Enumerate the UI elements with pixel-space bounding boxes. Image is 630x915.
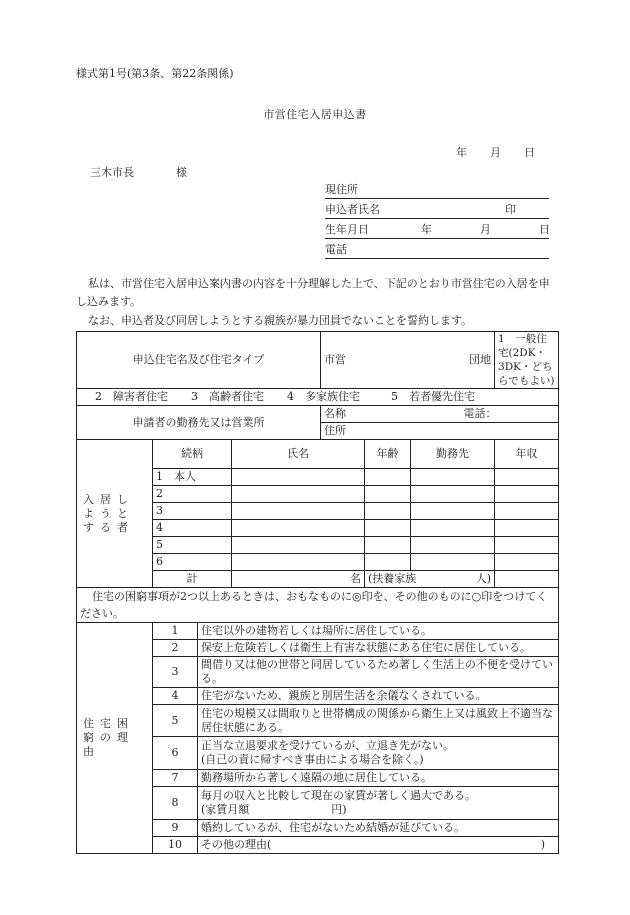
- city-label: 市営: [324, 353, 347, 366]
- oath-paragraph: なお、申込者及び同居しようとする親族が暴力団員でないことを誓約します。: [88, 314, 473, 327]
- recipient: [90, 164, 187, 180]
- occupant-income[interactable]: [495, 554, 559, 571]
- reason-text: 保安上危険若しくは衛生上有害な状態にある住宅に居住している。: [198, 640, 559, 657]
- total-label: 計: [153, 571, 232, 588]
- occupant-name[interactable]: [232, 486, 365, 503]
- occupant-age[interactable]: [365, 520, 411, 537]
- occupant-name[interactable]: [232, 469, 365, 486]
- birth-year-label: 年: [421, 223, 432, 236]
- workplace-label: 申請者の勤務先又は営業所: [77, 406, 321, 440]
- phone-label: 電話: [325, 243, 347, 256]
- dependents-unit: 人): [475, 572, 492, 585]
- recipient-name: 三木市長: [90, 166, 134, 179]
- occupant-workplace[interactable]: [411, 486, 495, 503]
- seal-mark: 印: [505, 203, 516, 216]
- birth-day-label: 日: [539, 223, 550, 236]
- danchi-label: 団地: [469, 353, 492, 366]
- col-name: 氏名: [232, 440, 365, 469]
- reason-main-text: 正当な立退要求を受けているが、立退き先がない。: [201, 739, 454, 752]
- type-large-family[interactable]: 4 多家族住宅: [287, 390, 360, 403]
- reason-row: [77, 623, 559, 640]
- date-day-label: 日: [524, 146, 535, 159]
- rent-unit: 円): [331, 803, 347, 816]
- col-relationship: 続柄: [153, 440, 232, 469]
- applicant-name-field[interactable]: [325, 201, 549, 219]
- occupant-workplace[interactable]: [411, 520, 495, 537]
- workplace-row: [77, 406, 559, 423]
- occupant-relationship[interactable]: 5: [153, 537, 232, 554]
- workplace-name-label: 名称: [324, 407, 347, 420]
- occupant-age[interactable]: [365, 503, 411, 520]
- reason-text: [198, 737, 559, 770]
- reason-text: [198, 787, 559, 820]
- birth-month-label: 月: [480, 223, 491, 236]
- occupant-relationship[interactable]: 6: [153, 554, 232, 571]
- dependents-field[interactable]: [365, 571, 495, 588]
- occupant-relationship[interactable]: 1 本人: [153, 469, 232, 486]
- reason-text: 住宅の規模又は間取りと世帯構成の関係から衛生上又は風致上不適当な居住状態にある。: [198, 705, 559, 737]
- occupants-side-label: 入居しようとする者: [77, 440, 153, 588]
- phone-field[interactable]: [325, 241, 549, 259]
- occupant-name[interactable]: [232, 537, 365, 554]
- reasons-side-label: 住宅困窮の理由: [77, 623, 153, 854]
- occupants-header-row: [77, 440, 559, 469]
- housing-label: 申込住宅名及び住宅タイプ: [77, 332, 321, 389]
- honorific: 様: [176, 166, 187, 179]
- reason-number[interactable]: 4: [153, 688, 198, 705]
- occupant-workplace[interactable]: [411, 537, 495, 554]
- date-month-label: 月: [490, 146, 501, 159]
- other-reason-close: ): [540, 838, 546, 851]
- occupant-age[interactable]: [365, 486, 411, 503]
- address-field[interactable]: [325, 181, 549, 199]
- occupant-relationship[interactable]: 2: [153, 486, 232, 503]
- occupant-income[interactable]: [495, 469, 559, 486]
- occupant-income[interactable]: [495, 503, 559, 520]
- reason-text: 勤務場所から著しく遠隔の地に居住している。: [198, 770, 559, 787]
- reason-number[interactable]: 3: [153, 657, 198, 688]
- reason-text: 間借り又は他の世帯と同居しているため著しく生活上の不便を受けている。: [198, 657, 559, 688]
- reason-number[interactable]: 2: [153, 640, 198, 657]
- submission-date: [456, 144, 535, 160]
- housing-name-field[interactable]: [321, 332, 495, 389]
- occupant-income[interactable]: [495, 486, 559, 503]
- housing-type-row: [77, 389, 559, 406]
- priority-note: 住宅の困窮事項が2つ以上あるときは、おもなものに◎印を、その他のものに○印をつけてください。: [77, 588, 559, 623]
- reason-number[interactable]: 8: [153, 787, 198, 820]
- total-blank-cell: [495, 571, 559, 588]
- document-title: 市営住宅入居申込書: [263, 108, 367, 121]
- other-reason-field[interactable]: [198, 837, 559, 854]
- reason-number[interactable]: 6: [153, 737, 198, 770]
- occupant-workplace[interactable]: [411, 503, 495, 520]
- occupant-income[interactable]: [495, 520, 559, 537]
- applicant-name-label: 申込者氏名: [325, 203, 380, 216]
- type-elderly[interactable]: 3 高齢者住宅: [191, 390, 264, 403]
- workplace-name-field[interactable]: [321, 406, 559, 423]
- reason-text: 住宅がないため、親族と別居生活を余儀なくされている。: [198, 688, 559, 705]
- rent-field[interactable]: [201, 803, 555, 817]
- occupant-age[interactable]: [365, 554, 411, 571]
- date-year-label: 年: [456, 146, 467, 159]
- reason-number[interactable]: 10: [153, 837, 198, 854]
- col-workplace: 勤務先: [411, 440, 495, 469]
- birthdate-label: 生年月日: [325, 223, 369, 236]
- total-persons-field[interactable]: [232, 571, 365, 588]
- housing-row: [77, 332, 559, 389]
- occupant-name[interactable]: [232, 503, 365, 520]
- col-age: 年齢: [365, 440, 411, 469]
- reason-text: 住宅以外の建物若しくは場所に居住している。: [198, 623, 559, 640]
- rent-label: (家賃月額: [201, 803, 250, 816]
- occupant-age[interactable]: [365, 537, 411, 554]
- dependents-label: (扶養家族: [368, 572, 417, 585]
- occupant-name[interactable]: [232, 520, 365, 537]
- reason-text: 婚約しているが、住宅がないため結婚が延びている。: [198, 820, 559, 837]
- col-income: 年収: [495, 440, 559, 469]
- reason-number[interactable]: 9: [153, 820, 198, 837]
- workplace-address-field[interactable]: 住所: [321, 423, 559, 440]
- occupant-workplace[interactable]: [411, 469, 495, 486]
- type-disabled[interactable]: 2 障害者住宅: [95, 390, 168, 403]
- reason-main-text: 毎月の収入と比較して現在の家賃が著しく過大である。: [201, 789, 476, 802]
- declaration-paragraph: 私は、市営住宅入居申込案内書の内容を十分理解した上で、下記のとおり市営住宅の入居を申し込みます。: [76, 277, 550, 308]
- occupant-age[interactable]: [365, 469, 411, 486]
- address-label: 現住所: [325, 183, 358, 196]
- occupant-name[interactable]: [232, 554, 365, 571]
- application-table: [76, 331, 559, 854]
- occupant-relationship[interactable]: 4: [153, 520, 232, 537]
- housing-type-options[interactable]: [77, 389, 559, 406]
- reason-number[interactable]: 1: [153, 623, 198, 640]
- other-reason-label: その他の理由(: [201, 838, 272, 851]
- note-row: [77, 588, 559, 623]
- persons-unit: 名: [350, 572, 362, 585]
- occupant-relationship[interactable]: 3: [153, 503, 232, 520]
- reason-number[interactable]: 7: [153, 770, 198, 787]
- reason-number[interactable]: 5: [153, 705, 198, 737]
- general-housing-type[interactable]: 1 一般住宅(2DK・3DK・どちらでもよい): [495, 332, 559, 389]
- workplace-phone-label: 電話：: [463, 407, 497, 420]
- occupant-income[interactable]: [495, 537, 559, 554]
- reason-sub-text: (自己の責に帰すべき事由による場合を除く。): [201, 753, 424, 766]
- type-youth[interactable]: 5 若者優先住宅: [391, 390, 475, 403]
- occupant-workplace[interactable]: [411, 554, 495, 571]
- form-id: 様式第1号(第3条、第22条関係): [76, 67, 234, 80]
- applicant-block: [325, 181, 549, 261]
- birthdate-field[interactable]: [325, 221, 549, 239]
